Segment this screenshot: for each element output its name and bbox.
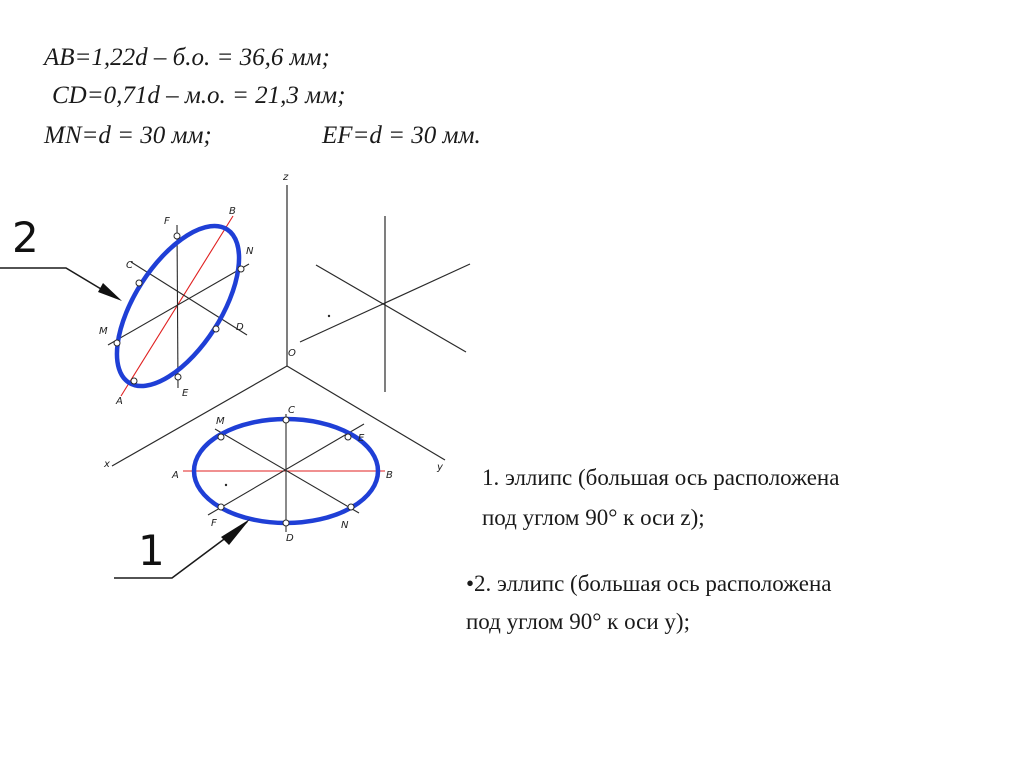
- ellipse-2-point-c: [136, 280, 142, 286]
- ellipse-2-label-n: N: [246, 246, 254, 257]
- formula-mn: MN=d = 30 мм;: [44, 122, 212, 149]
- callout-2: [0, 213, 122, 301]
- ellipse-1-label-d: D: [286, 533, 294, 544]
- ellipse-1-label-e: E: [358, 433, 365, 444]
- ellipse-2-point-a: [131, 378, 137, 384]
- ellipse-2-label-m: M: [99, 326, 108, 337]
- ellipse-2-label-c: C: [126, 260, 133, 271]
- auxiliary-axes: [300, 216, 470, 392]
- ellipse-2-point-m: [114, 340, 120, 346]
- ellipse-1-point-d: [283, 520, 289, 526]
- ellipse-1-label-n: N: [341, 520, 349, 531]
- ellipse-1-point-f: [218, 504, 224, 510]
- formula-ef: EF=d = 30 мм.: [322, 122, 481, 149]
- ellipse-1-label-f: F: [211, 518, 217, 529]
- ellipse-1-point-n: [348, 504, 354, 510]
- aux-dot: [328, 315, 330, 317]
- ellipse-1-group: [171, 405, 393, 544]
- ellipse-1-point-e: [345, 434, 351, 440]
- ellipse-2-label-d: D: [236, 322, 244, 333]
- ellipse-2-point-e: [175, 374, 181, 380]
- ellipse-1-label-c: C: [288, 405, 295, 416]
- ellipse-2-point-n: [238, 266, 244, 272]
- callout-1: [114, 519, 250, 578]
- ellipse-1-label-b: B: [386, 470, 393, 481]
- ellipse-2-line-ef: [177, 225, 178, 388]
- note-2-line-2: под углом 90° к оси y);: [466, 609, 690, 634]
- note-1-line-1: 1. эллипс (большая ось расположена: [482, 465, 840, 490]
- axis-label-x: x: [104, 459, 110, 470]
- arrowhead-icon: [98, 283, 122, 301]
- ellipse-1-dot: [225, 484, 227, 486]
- ellipse-2-label-e: E: [182, 388, 189, 399]
- callout-1-leader: [114, 522, 247, 578]
- note-2-line-1: •2. эллипс (большая ось расположена: [466, 571, 832, 596]
- ellipse-1-point-c: [283, 417, 289, 423]
- axis-label-z: z: [283, 172, 289, 183]
- ellipse-2-point-d: [213, 326, 219, 332]
- note-1-line-2: под углом 90° к оси z);: [482, 505, 705, 530]
- ellipse-1-point-m: [218, 434, 224, 440]
- callout-2-leader: [0, 268, 116, 298]
- ellipse-2-label-f: F: [164, 216, 170, 227]
- formula-ab: AB=1,22d – б.о. = 36,6 мм;: [44, 44, 330, 71]
- callout-2-number: 2: [12, 213, 39, 262]
- arrowhead-icon: [221, 519, 250, 545]
- callout-1-number: 1: [138, 526, 165, 575]
- ellipse-2-label-a: A: [116, 396, 123, 407]
- axis-label-y: y: [437, 462, 443, 473]
- ellipse-1-label-m: M: [216, 416, 225, 427]
- ellipse-2-label-b: B: [229, 206, 236, 217]
- ellipse-1-label-a: A: [172, 470, 179, 481]
- ellipse-2-point-f: [174, 233, 180, 239]
- axis-label-o: O: [288, 348, 296, 359]
- formula-cd: CD=0,71d – м.о. = 21,3 мм;: [52, 82, 346, 109]
- isometric-axes: [112, 185, 445, 466]
- ellipse-2-group: [93, 206, 264, 407]
